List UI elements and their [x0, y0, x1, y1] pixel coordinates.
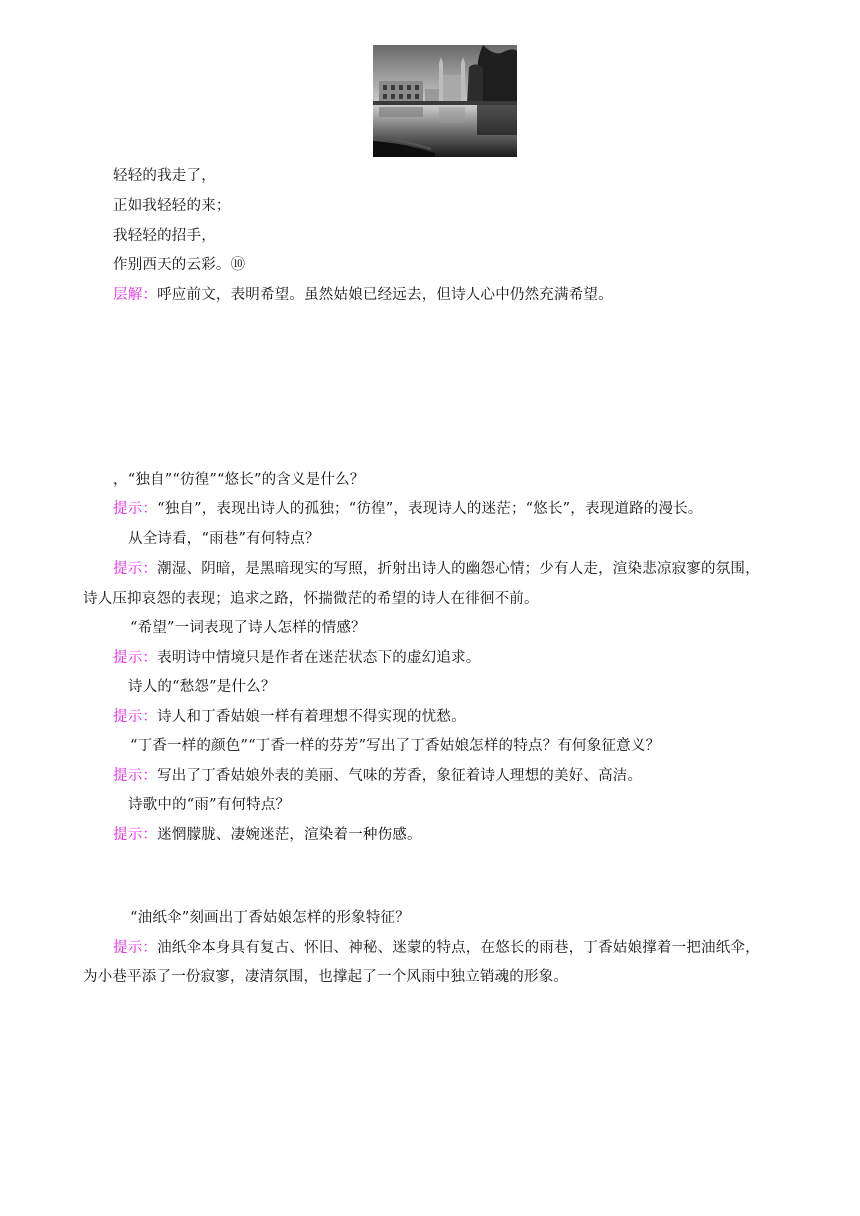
- cambridge-river-photo: [373, 45, 517, 157]
- hint: [113, 939, 760, 957]
- hint-label: 提示：: [113, 940, 158, 956]
- hint-label: 提示：: [113, 501, 158, 517]
- hint-continuation: 诗人压抑哀怨的表现；追求之路，怀揣微茫的希望的诗人在徘徊不前。: [83, 591, 539, 607]
- hint-label: 提示：: [113, 650, 158, 666]
- poem-line: 作别西天的云彩。⑩: [113, 257, 246, 273]
- hint-label: 提示：: [113, 561, 158, 577]
- hint-text: “独自”，表现出诗人的孤独；“彷徨”，表现诗人的迷茫；“悠长”，表现道路的漫长。: [157, 501, 703, 517]
- question: “丁香一样的颜色”“丁香一样的芬芳”写出了丁香姑娘怎样的特点？有何象征意义？: [130, 738, 661, 754]
- hint: [113, 500, 703, 518]
- hint-text: 诗人和丁香姑娘一样有着理想不得实现的忧愁。: [157, 709, 466, 725]
- hint: [113, 649, 481, 667]
- hint: [113, 560, 760, 578]
- hint: [113, 708, 466, 726]
- layer-note-label: 层解：: [113, 287, 158, 303]
- hint: [113, 826, 422, 844]
- layer-note: [113, 286, 613, 304]
- hint-text: 迷惘朦胧、凄婉迷茫，渲染着一种伤感。: [157, 827, 422, 843]
- hint-label: 提示：: [113, 709, 158, 725]
- hint-text: 表明诗中情境只是作者在迷茫状态下的虚幻追求。: [157, 650, 481, 666]
- question: 诗人的“愁怨”是什么？: [128, 679, 276, 695]
- hint-label: 提示：: [113, 768, 158, 784]
- question: 从全诗看，“雨巷”有何特点？: [128, 531, 320, 547]
- question: ，“独自”“彷徨”“悠长”的含义是什么？: [113, 472, 365, 488]
- layer-note-text: 呼应前文，表明希望。虽然姑娘已经远去，但诗人心中仍然充满希望。: [157, 287, 613, 303]
- question: “希望”一词表现了诗人怎样的情感？: [130, 620, 366, 636]
- hint-text: 写出了丁香姑娘外表的美丽、气味的芳香，象征着诗人理想的美好、高洁。: [157, 768, 643, 784]
- hint: [113, 767, 642, 785]
- hint-text: 潮湿、阴暗，是黑暗现实的写照，折射出诗人的幽怨心情；少有人走，渲染悲凉寂寥的氛围，: [157, 561, 760, 577]
- poem-line: 正如我轻轻的来；: [113, 198, 231, 214]
- poem-line: 轻轻的我走了，: [113, 168, 216, 184]
- hint-text: 油纸伞本身具有复古、怀旧、神秘、迷蒙的特点，在悠长的雨巷，丁香姑娘撑着一把油纸伞，: [157, 940, 760, 956]
- poem-line: 我轻轻的招手，: [113, 228, 216, 244]
- question: “油纸伞”刻画出丁香姑娘怎样的形象特征？: [130, 910, 410, 926]
- hint-label: 提示：: [113, 827, 158, 843]
- question: 诗歌中的“雨”有何特点？: [128, 797, 291, 813]
- hint-continuation: 为小巷平添了一份寂寥，凄清氛围，也撑起了一个风雨中独立销魂的形象。: [83, 969, 569, 985]
